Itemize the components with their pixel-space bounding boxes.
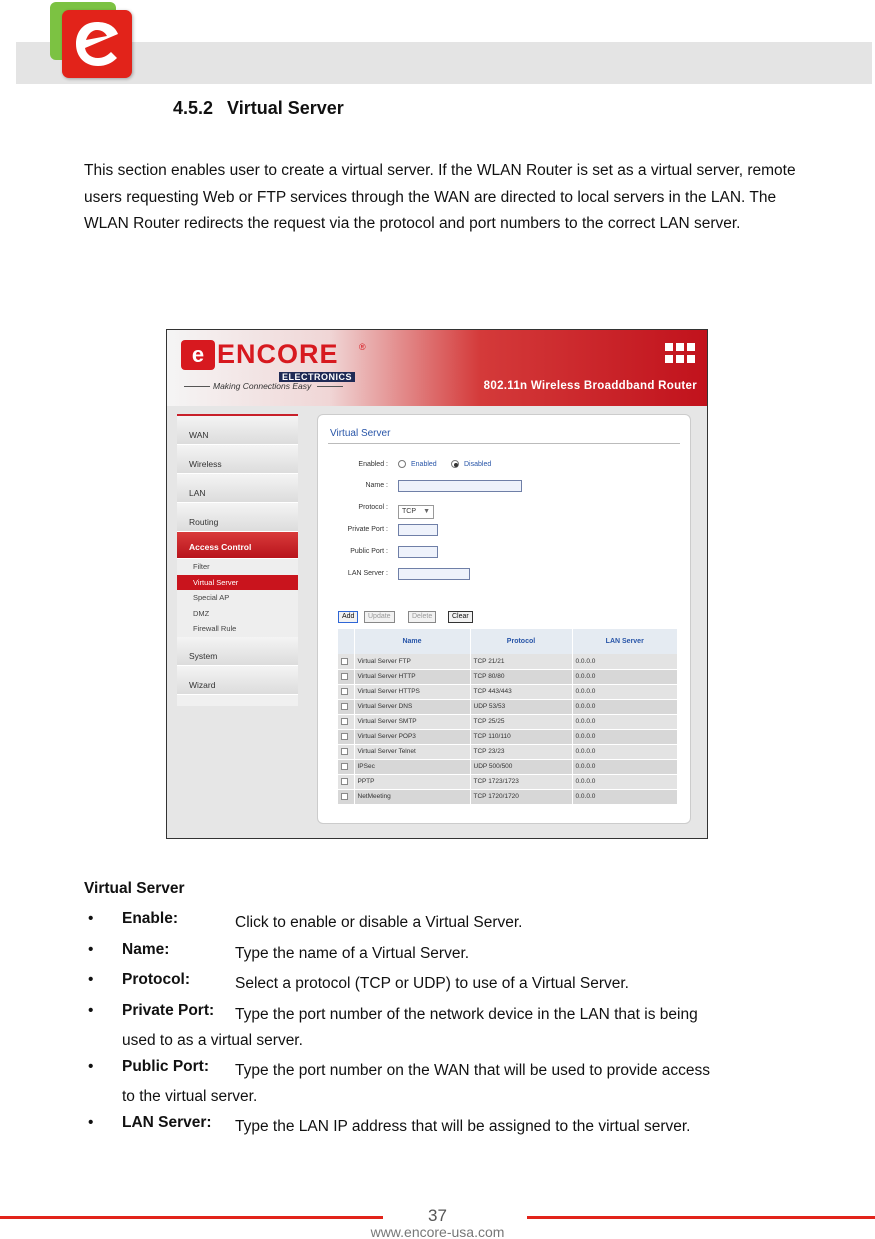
item-def-cont: to the virtual server.	[122, 1087, 258, 1105]
cell-lan: 0.0.0.0	[572, 699, 678, 714]
row-checkbox[interactable]	[341, 718, 348, 725]
cell-protocol: TCP 23/23	[470, 744, 572, 759]
protocol-value: TCP	[402, 508, 416, 515]
item-def-cont: used to as a virtual server.	[122, 1031, 303, 1049]
row-checkbox[interactable]	[341, 658, 348, 665]
item-term: Enable:	[122, 910, 178, 927]
table-row	[338, 699, 678, 714]
cell-name: NetMeeting	[354, 789, 470, 804]
cell-protocol: UDP 500/500	[470, 759, 572, 774]
row-checkbox[interactable]	[341, 703, 348, 710]
col-name: Name	[354, 629, 470, 654]
protocol-label: Protocol :	[358, 504, 388, 511]
header-band	[16, 42, 872, 84]
item-def: Type the port number on the WAN that will be used to provide access	[235, 1061, 711, 1079]
item-def: Type the name of a Virtual Server.	[235, 944, 470, 962]
item-def: Select a protocol (TCP or UDP) to use of a Virtual Server.	[235, 975, 629, 992]
nav-access-control[interactable]: Access Control	[177, 532, 298, 559]
table-row	[338, 714, 678, 729]
logo-red-square	[62, 10, 132, 78]
nav-system[interactable]: System	[177, 637, 298, 666]
cell-protocol: UDP 53/53	[470, 699, 572, 714]
bullet-icon: •	[88, 1113, 94, 1131]
cell-name: PPTP	[354, 774, 470, 789]
cell-lan: 0.0.0.0	[572, 744, 678, 759]
cell-name: IPSec	[354, 759, 470, 774]
public-port-input[interactable]	[398, 546, 438, 558]
logo-e-icon	[70, 16, 124, 72]
router-screenshot	[166, 329, 708, 839]
nav-wizard[interactable]: Wizard	[177, 666, 298, 695]
field-help-list	[84, 908, 804, 1142]
cell-name: Virtual Server POP3	[354, 729, 470, 744]
nav-sub-special-ap[interactable]: Special AP	[177, 590, 298, 606]
add-button[interactable]: Add	[338, 611, 358, 623]
protocol-select[interactable]	[398, 505, 434, 519]
router-body	[167, 406, 707, 838]
cell-name: Virtual Server FTP	[354, 654, 470, 669]
cell-name: Virtual Server HTTPS	[354, 684, 470, 699]
list-item	[84, 1112, 804, 1143]
item-def: Click to enable or disable a Virtual Server.	[235, 914, 523, 931]
row-checkbox[interactable]	[341, 688, 348, 695]
brand-sub: ELECTRONICS	[279, 372, 355, 382]
nav-routing[interactable]: Routing	[177, 503, 298, 532]
cell-lan: 0.0.0.0	[572, 729, 678, 744]
row-checkbox[interactable]	[341, 778, 348, 785]
cell-name: Virtual Server SMTP	[354, 714, 470, 729]
section-title-text: Virtual Server	[227, 98, 344, 118]
cell-lan: 0.0.0.0	[572, 654, 678, 669]
router-brand-logo	[181, 339, 366, 382]
checkbox-header	[338, 629, 354, 654]
row-checkbox[interactable]	[341, 673, 348, 680]
item-def: Type the LAN IP address that will be assigned to the virtual server.	[235, 1117, 691, 1135]
footer-url: www.encore-usa.com	[370, 1224, 505, 1239]
col-protocol: Protocol	[470, 629, 572, 654]
tagline-text: Making Connections Easy	[213, 381, 312, 391]
cell-lan: 0.0.0.0	[572, 774, 678, 789]
bullet-icon: •	[88, 910, 94, 927]
nav-sub-firewall-rule[interactable]: Firewall Rule	[177, 621, 298, 637]
table-row	[338, 669, 678, 684]
enabled-label: Enabled :	[358, 461, 388, 468]
enabled-radio[interactable]	[398, 460, 406, 468]
nav-sub-dmz[interactable]: DMZ	[177, 606, 298, 622]
item-term: Protocol:	[122, 971, 191, 988]
cell-protocol: TCP 1720/1720	[470, 789, 572, 804]
name-input[interactable]	[398, 480, 522, 492]
cell-protocol: TCP 25/25	[470, 714, 572, 729]
row-checkbox[interactable]	[341, 763, 348, 770]
tagline	[181, 381, 346, 391]
panel-title: Virtual Server	[330, 428, 391, 439]
nav-wireless[interactable]: Wireless	[177, 445, 298, 474]
item-term: LAN Server:	[122, 1113, 212, 1131]
table-row	[338, 774, 678, 789]
virtual-server-table	[338, 629, 678, 805]
delete-button[interactable]: Delete	[408, 611, 436, 623]
brand-e-icon: e	[181, 340, 215, 370]
router-header	[167, 330, 707, 406]
cell-lan: 0.0.0.0	[572, 714, 678, 729]
list-item	[84, 1000, 804, 1056]
nav-wan[interactable]: WAN	[177, 416, 298, 445]
intro-paragraph: This section enables user to create a virtual server. If the WLAN Router is set as a virtual server, remote users requesting Web or FTP services through the WAN are directed to local servers in the LAN. The WLAN Router redirects the request via the protocol and port numbers to the correct LAN server.	[84, 162, 796, 232]
table-row	[338, 744, 678, 759]
section-title	[173, 98, 344, 119]
row-checkbox[interactable]	[341, 733, 348, 740]
chevron-down-icon: ▼	[423, 508, 430, 515]
lan-server-label: LAN Server :	[347, 570, 388, 577]
col-lan-server: LAN Server	[572, 629, 678, 654]
virtual-server-panel	[317, 414, 691, 824]
list-item	[84, 969, 804, 1000]
item-def: Type the port number of the network device in the LAN that is being	[235, 1005, 698, 1023]
table-row	[338, 654, 678, 669]
nav-sub-filter[interactable]: Filter	[177, 559, 298, 575]
panel-divider	[328, 443, 680, 444]
cell-lan: 0.0.0.0	[572, 669, 678, 684]
cell-protocol: TCP 110/110	[470, 729, 572, 744]
product-name: 802.11n Wireless Broaddband Router	[483, 380, 697, 392]
table-row	[338, 789, 678, 804]
item-term: Name:	[122, 940, 170, 958]
name-label: Name :	[365, 482, 388, 489]
encore-logo	[50, 2, 134, 80]
bullet-icon: •	[88, 971, 94, 988]
bullet-icon: •	[88, 940, 94, 958]
list-item	[84, 908, 804, 939]
list-item	[84, 939, 804, 970]
cell-name: Virtual Server DNS	[354, 699, 470, 714]
section-number: 4.5.2	[173, 98, 214, 118]
update-button[interactable]: Update	[364, 611, 395, 623]
row-checkbox[interactable]	[341, 793, 348, 800]
router-sidebar	[177, 414, 298, 706]
disabled-radio[interactable]	[451, 460, 459, 468]
grid-icon	[665, 343, 697, 365]
cell-lan: 0.0.0.0	[572, 759, 678, 774]
item-term: Public Port:	[122, 1057, 209, 1075]
private-port-label: Private Port :	[347, 526, 388, 533]
registered-icon: ®	[359, 342, 366, 352]
cell-protocol: TCP 1723/1723	[470, 774, 572, 789]
nav-sub-virtual-server[interactable]: Virtual Server	[177, 575, 298, 591]
cell-name: Virtual Server Telnet	[354, 744, 470, 759]
cell-name: Virtual Server HTTP	[354, 669, 470, 684]
cell-protocol: TCP 21/21	[470, 654, 572, 669]
table-row	[338, 684, 678, 699]
brand-name: ENCORE	[217, 339, 339, 369]
cell-protocol: TCP 443/443	[470, 684, 572, 699]
list-item	[84, 1056, 804, 1112]
cell-lan: 0.0.0.0	[572, 789, 678, 804]
bullet-icon: •	[88, 1001, 94, 1019]
cell-protocol: TCP 80/80	[470, 669, 572, 684]
cell-lan: 0.0.0.0	[572, 684, 678, 699]
bullet-icon: •	[88, 1057, 94, 1075]
clear-button[interactable]: Clear	[448, 611, 473, 623]
enabled-option: Enabled	[411, 461, 437, 468]
private-port-input[interactable]	[398, 524, 438, 536]
lan-server-input[interactable]	[398, 568, 470, 580]
page-number: 37	[428, 1206, 447, 1225]
table-row	[338, 729, 678, 744]
public-port-label: Public Port :	[350, 548, 388, 555]
nav-lan[interactable]: LAN	[177, 474, 298, 503]
disabled-option: Disabled	[464, 461, 492, 468]
table-row	[338, 759, 678, 774]
item-term: Private Port:	[122, 1001, 215, 1019]
row-checkbox[interactable]	[341, 748, 348, 755]
field-help-heading: Virtual Server	[84, 880, 185, 897]
